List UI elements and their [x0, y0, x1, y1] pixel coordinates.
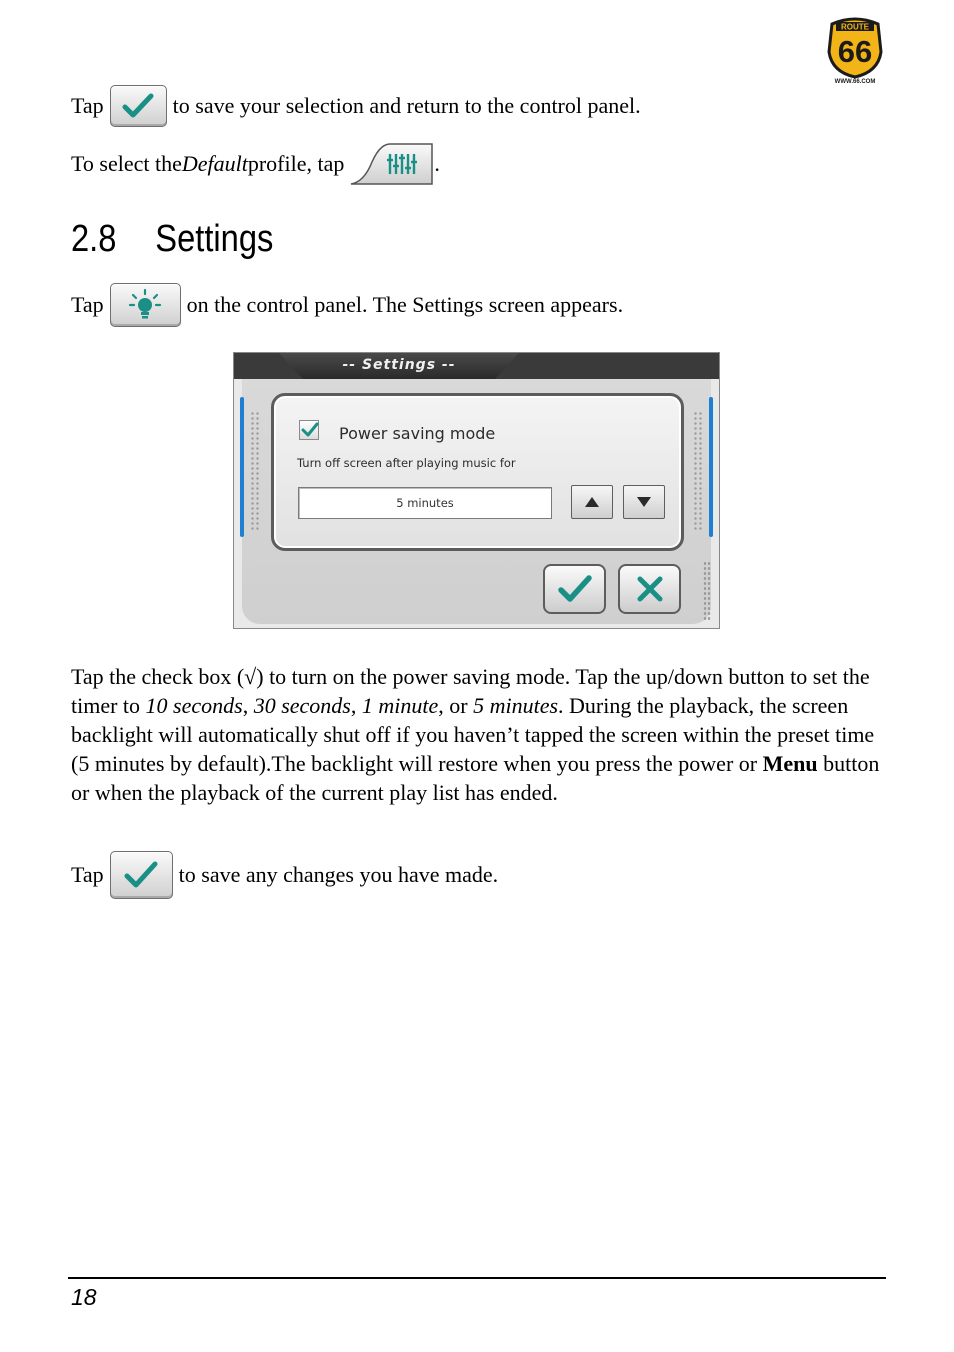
body-text: . During the playback, the screen backlight will automatically shut off if you haven’t tapped the screen within the preset time (5 minutes by default).The backlight will restore when you press the power or: [71, 693, 875, 776]
save-selection-button-image: [110, 85, 167, 127]
settings-screen-screenshot: [233, 352, 720, 629]
default-profile-button-image: [350, 142, 434, 186]
footer-rule: [68, 1277, 886, 1279]
intro-line-1-text: to save your selection and return to the control panel.: [172, 93, 641, 118]
body-text: , or: [438, 693, 474, 718]
logo-url-text: WWW.66.COM: [834, 79, 876, 84]
settings-button-image: [110, 283, 181, 327]
power-saving-panel: [271, 393, 684, 551]
default-profile-name: Default: [181, 151, 248, 176]
option-5-minutes: 5 minutes: [473, 693, 559, 718]
timer-up-button[interactable]: [571, 485, 613, 519]
open-settings-line: [71, 282, 623, 328]
open-settings-text: on the control panel. The Settings screen appears.: [186, 292, 624, 317]
body-text: ,: [350, 693, 362, 718]
power-saving-checkbox[interactable]: [299, 420, 319, 440]
power-saving-description: [71, 662, 886, 807]
power-saving-label: Power saving mode: [339, 424, 496, 443]
tap-word: Tap: [71, 292, 104, 317]
intro-line-2-before: To select the: [71, 151, 182, 176]
arrow-up-icon: [584, 496, 600, 508]
menu-button-name: Menu: [762, 751, 818, 776]
tap-word: Tap: [71, 93, 104, 118]
body-text: Tap the check box (√) to turn on the power saving mode. Tap the up/down button to set the timer to: [71, 664, 870, 718]
route66-logo: [826, 14, 884, 84]
option-30-seconds: 30 seconds: [253, 693, 351, 718]
checkmark-icon: [124, 861, 158, 889]
intro-line-2-end: .: [434, 151, 440, 176]
close-icon: [636, 575, 664, 603]
timer-description: Turn off screen after playing music for: [297, 456, 516, 470]
logo-66-text: 66: [837, 34, 873, 69]
timer-down-button[interactable]: [623, 485, 665, 519]
page-number: 18: [71, 1284, 97, 1310]
section-title: Settings: [155, 218, 274, 260]
final-save-text: to save any changes you have made.: [178, 862, 499, 887]
option-1-minute: 1 minute: [361, 693, 439, 718]
intro-line-2-after: profile, tap: [247, 151, 345, 176]
section-heading: [71, 214, 273, 264]
checkmark-icon: [122, 93, 154, 119]
screen-cancel-button[interactable]: [618, 564, 681, 614]
intro-line-2: [71, 141, 440, 187]
tap-word: Tap: [71, 862, 104, 887]
logo-route-text: ROUTE: [841, 22, 869, 32]
lightbulb-icon: [128, 288, 162, 322]
body-text: button or when the playback of the current play list has ended.: [71, 751, 880, 805]
checkmark-icon: [558, 575, 592, 603]
screen-save-button[interactable]: [543, 564, 606, 614]
final-save-line: [71, 851, 498, 899]
checkmark-icon: [301, 421, 319, 439]
arrow-down-icon: [636, 496, 652, 508]
settings-screen-title: -- Settings --: [342, 357, 456, 373]
save-changes-button-image: [110, 851, 173, 899]
body-text: ,: [242, 693, 254, 718]
timer-value-field: [298, 487, 552, 519]
timer-value: 5 minutes: [396, 496, 454, 510]
section-number: 2.8: [71, 218, 117, 260]
option-10-seconds: 10 seconds: [145, 693, 243, 718]
intro-line-1: [71, 84, 641, 128]
